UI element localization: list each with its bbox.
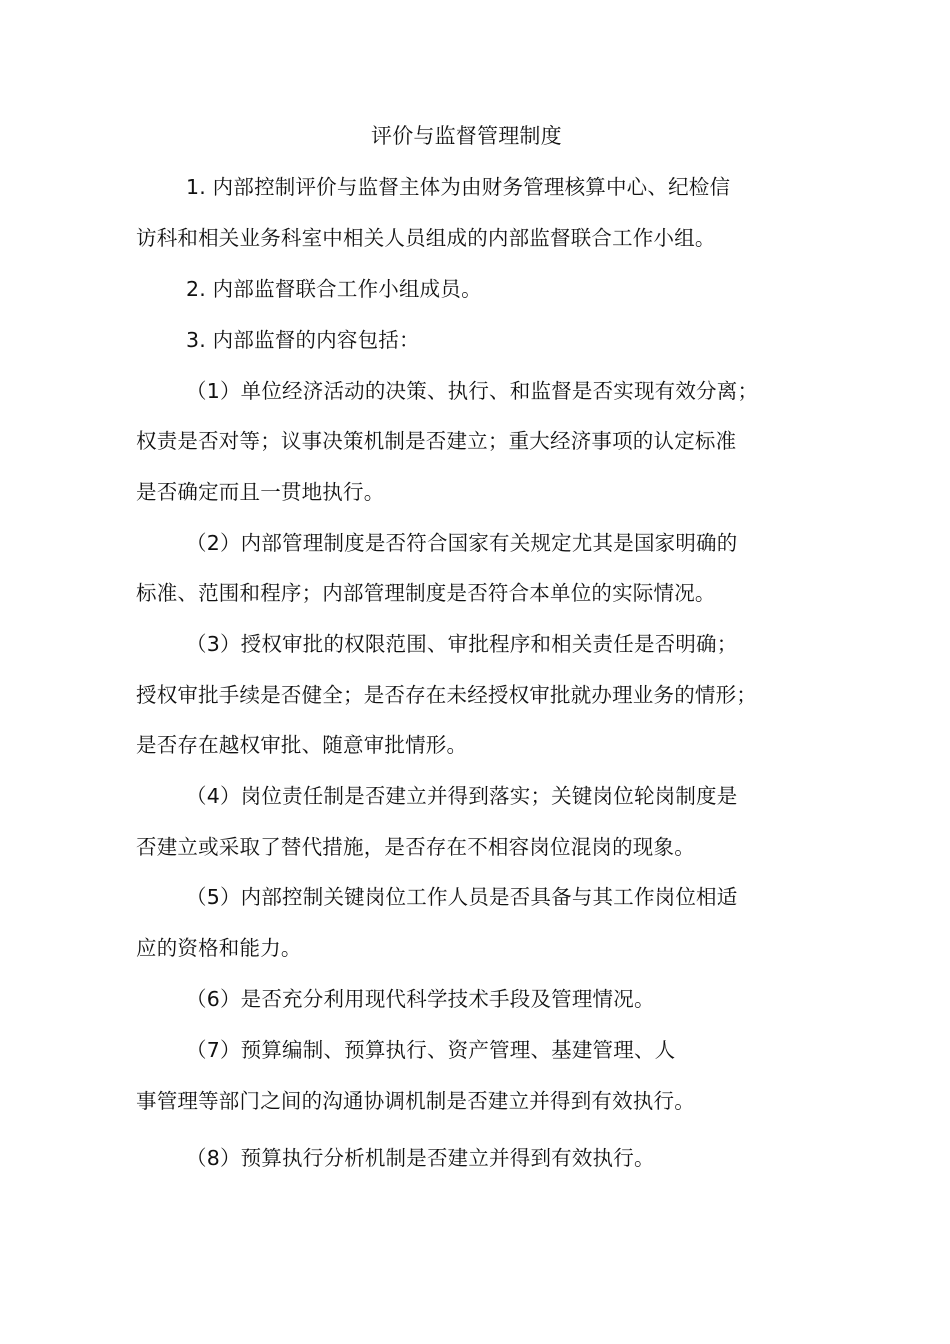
paragraph-1-line-2: 访科和相关业务科室中相关人员组成的内部监督联合工作小组。: [136, 226, 716, 250]
item-5-line-1: （5）内部控制关键岗位工作人员是否具备与其工作岗位相适: [186, 885, 738, 909]
item-8-line-1: （8）预算执行分析机制是否建立并得到有效执行。: [186, 1146, 655, 1170]
item-1-line-3: 是否确定而且一贯地执行。: [136, 480, 385, 504]
item-3-line-3: 是否存在越权审批、随意审批情形。: [136, 733, 468, 757]
document-title: 评价与监督管理制度: [371, 124, 562, 148]
item-7-line-1: （7）预算编制、预算执行、资产管理、基建管理、人: [186, 1038, 676, 1062]
item-3-line-2: 授权审批手续是否健全；是否存在未经授权审批就办理业务的情形；: [136, 683, 757, 707]
item-4-line-1: （4）岗位责任制是否建立并得到落实；关键岗位轮岗制度是: [186, 784, 738, 808]
paragraph-3-line-1: 3. 内部监督的内容包括：: [186, 328, 420, 352]
item-1-line-1: （1）单位经济活动的决策、执行、和监督是否实现有效分离；: [186, 379, 759, 403]
paragraph-2-line-1: 2. 内部监督联合工作小组成员。: [186, 277, 482, 301]
item-2-line-2: 标准、范围和程序；内部管理制度是否符合本单位的实际情况。: [136, 581, 716, 605]
paragraph-1-line-1: 1. 内部控制评价与监督主体为由财务管理核算中心、纪检信: [186, 175, 731, 199]
item-2-line-1: （2）内部管理制度是否符合国家有关规定尤其是国家明确的: [186, 531, 738, 555]
item-4-line-2: 否建立或采取了替代措施，是否存在不相容岗位混岗的现象。: [136, 835, 695, 859]
item-3-line-1: （3）授权审批的权限范围、审批程序和相关责任是否明确；: [186, 632, 738, 656]
item-6-line-1: （6）是否充分利用现代科学技术手段及管理情况。: [186, 987, 655, 1011]
item-7-line-2: 事管理等部门之间的沟通协调机制是否建立并得到有效执行。: [136, 1089, 695, 1113]
item-5-line-2: 应的资格和能力。: [136, 936, 302, 960]
item-1-line-2: 权责是否对等；议事决策机制是否建立；重大经济事项的认定标准: [136, 429, 737, 453]
